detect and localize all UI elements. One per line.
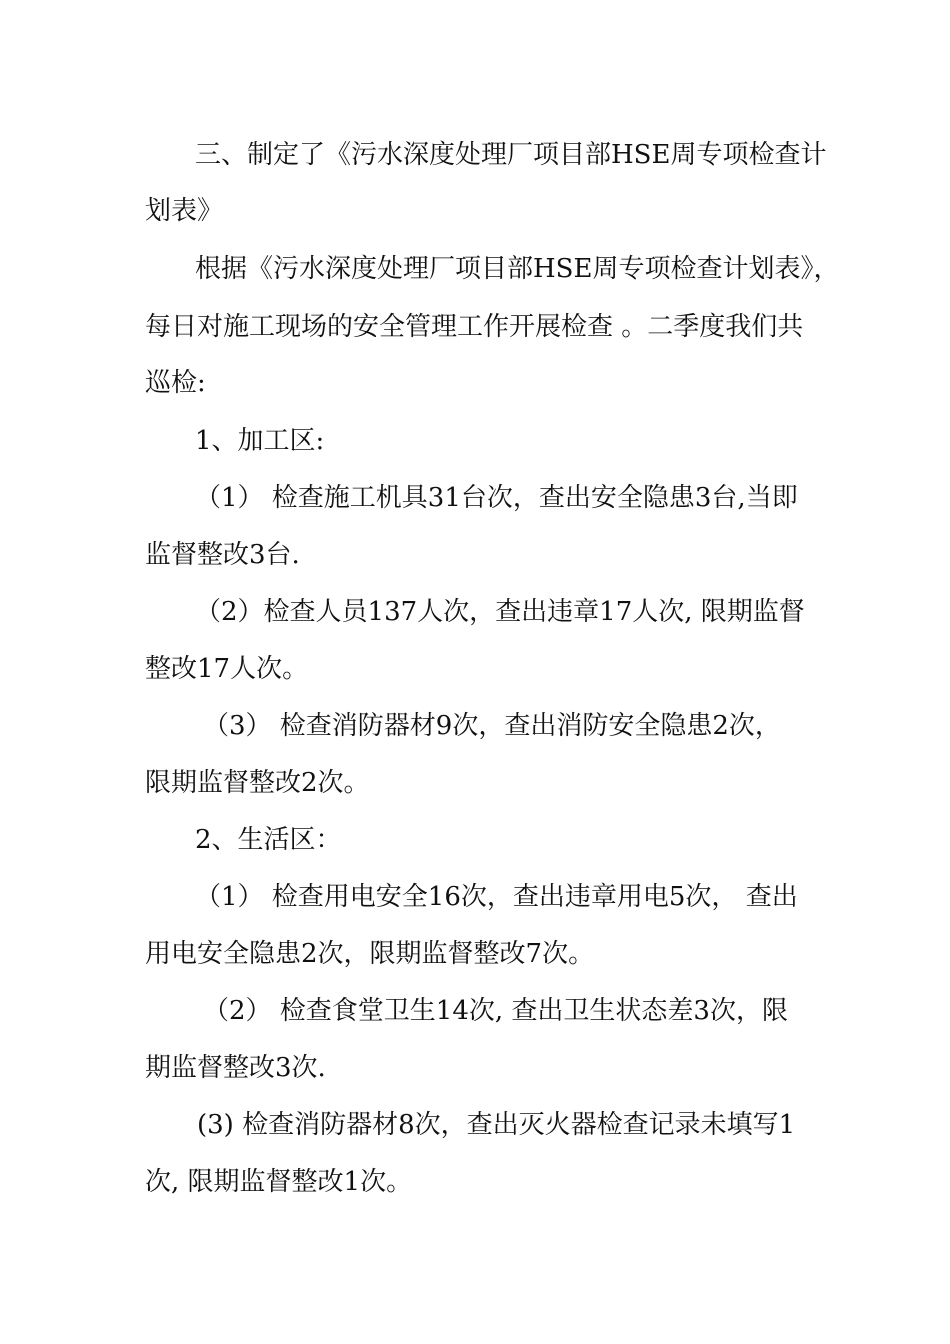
intro-paragraph-line-1: 根据《污水深度处理厂项目部HSE周专项检查计划表》， [195, 254, 840, 284]
living-item-2-line-1: （2） 检查食堂卫生14次, 查出卫生状态差3次，限 [203, 996, 788, 1026]
living-item-1-line-1: （1） 检查用电安全16次，查出违章用电5次， 查出 [195, 882, 798, 912]
section-3-heading-line-2: 划表》 [145, 196, 224, 226]
living-area-heading: 2、生活区： [195, 825, 342, 855]
processing-area-heading: 1、加工区: [195, 426, 325, 456]
intro-paragraph-line-2: 每日对施工现场的安全管理工作开展检查 。二季度我们共 [145, 312, 804, 342]
processing-item-3-line-2: 限期监督整改2次。 [145, 768, 370, 798]
living-item-3-line-2: 次, 限期监督整改1次。 [145, 1167, 413, 1197]
living-item-2-line-2: 期监督整改3次. [145, 1053, 326, 1083]
processing-item-2-line-1: （2）检查人员137人次，查出违章17人次, 限期监督 [195, 597, 805, 627]
processing-item-1-line-1: （1） 检查施工机具31台次，查出安全隐患3台,当即 [195, 483, 798, 513]
section-3-heading-line-1: 三、制定了《污水深度处理厂项目部HSE周专项检查计 [195, 140, 827, 170]
living-item-3-line-1: (3) 检查消防器材8次，查出灭火器检查记录未填写1 [197, 1110, 796, 1140]
processing-item-1-line-2: 监督整改3台. [145, 540, 300, 570]
processing-item-2-line-2: 整改17人次。 [145, 654, 309, 684]
living-item-1-line-2: 用电安全隐患2次，限期监督整改7次。 [145, 939, 595, 969]
processing-item-3-line-1: （3） 检查消防器材9次，查出消防安全隐患2次， [203, 711, 781, 741]
intro-paragraph-line-3: 巡检: [145, 368, 206, 398]
